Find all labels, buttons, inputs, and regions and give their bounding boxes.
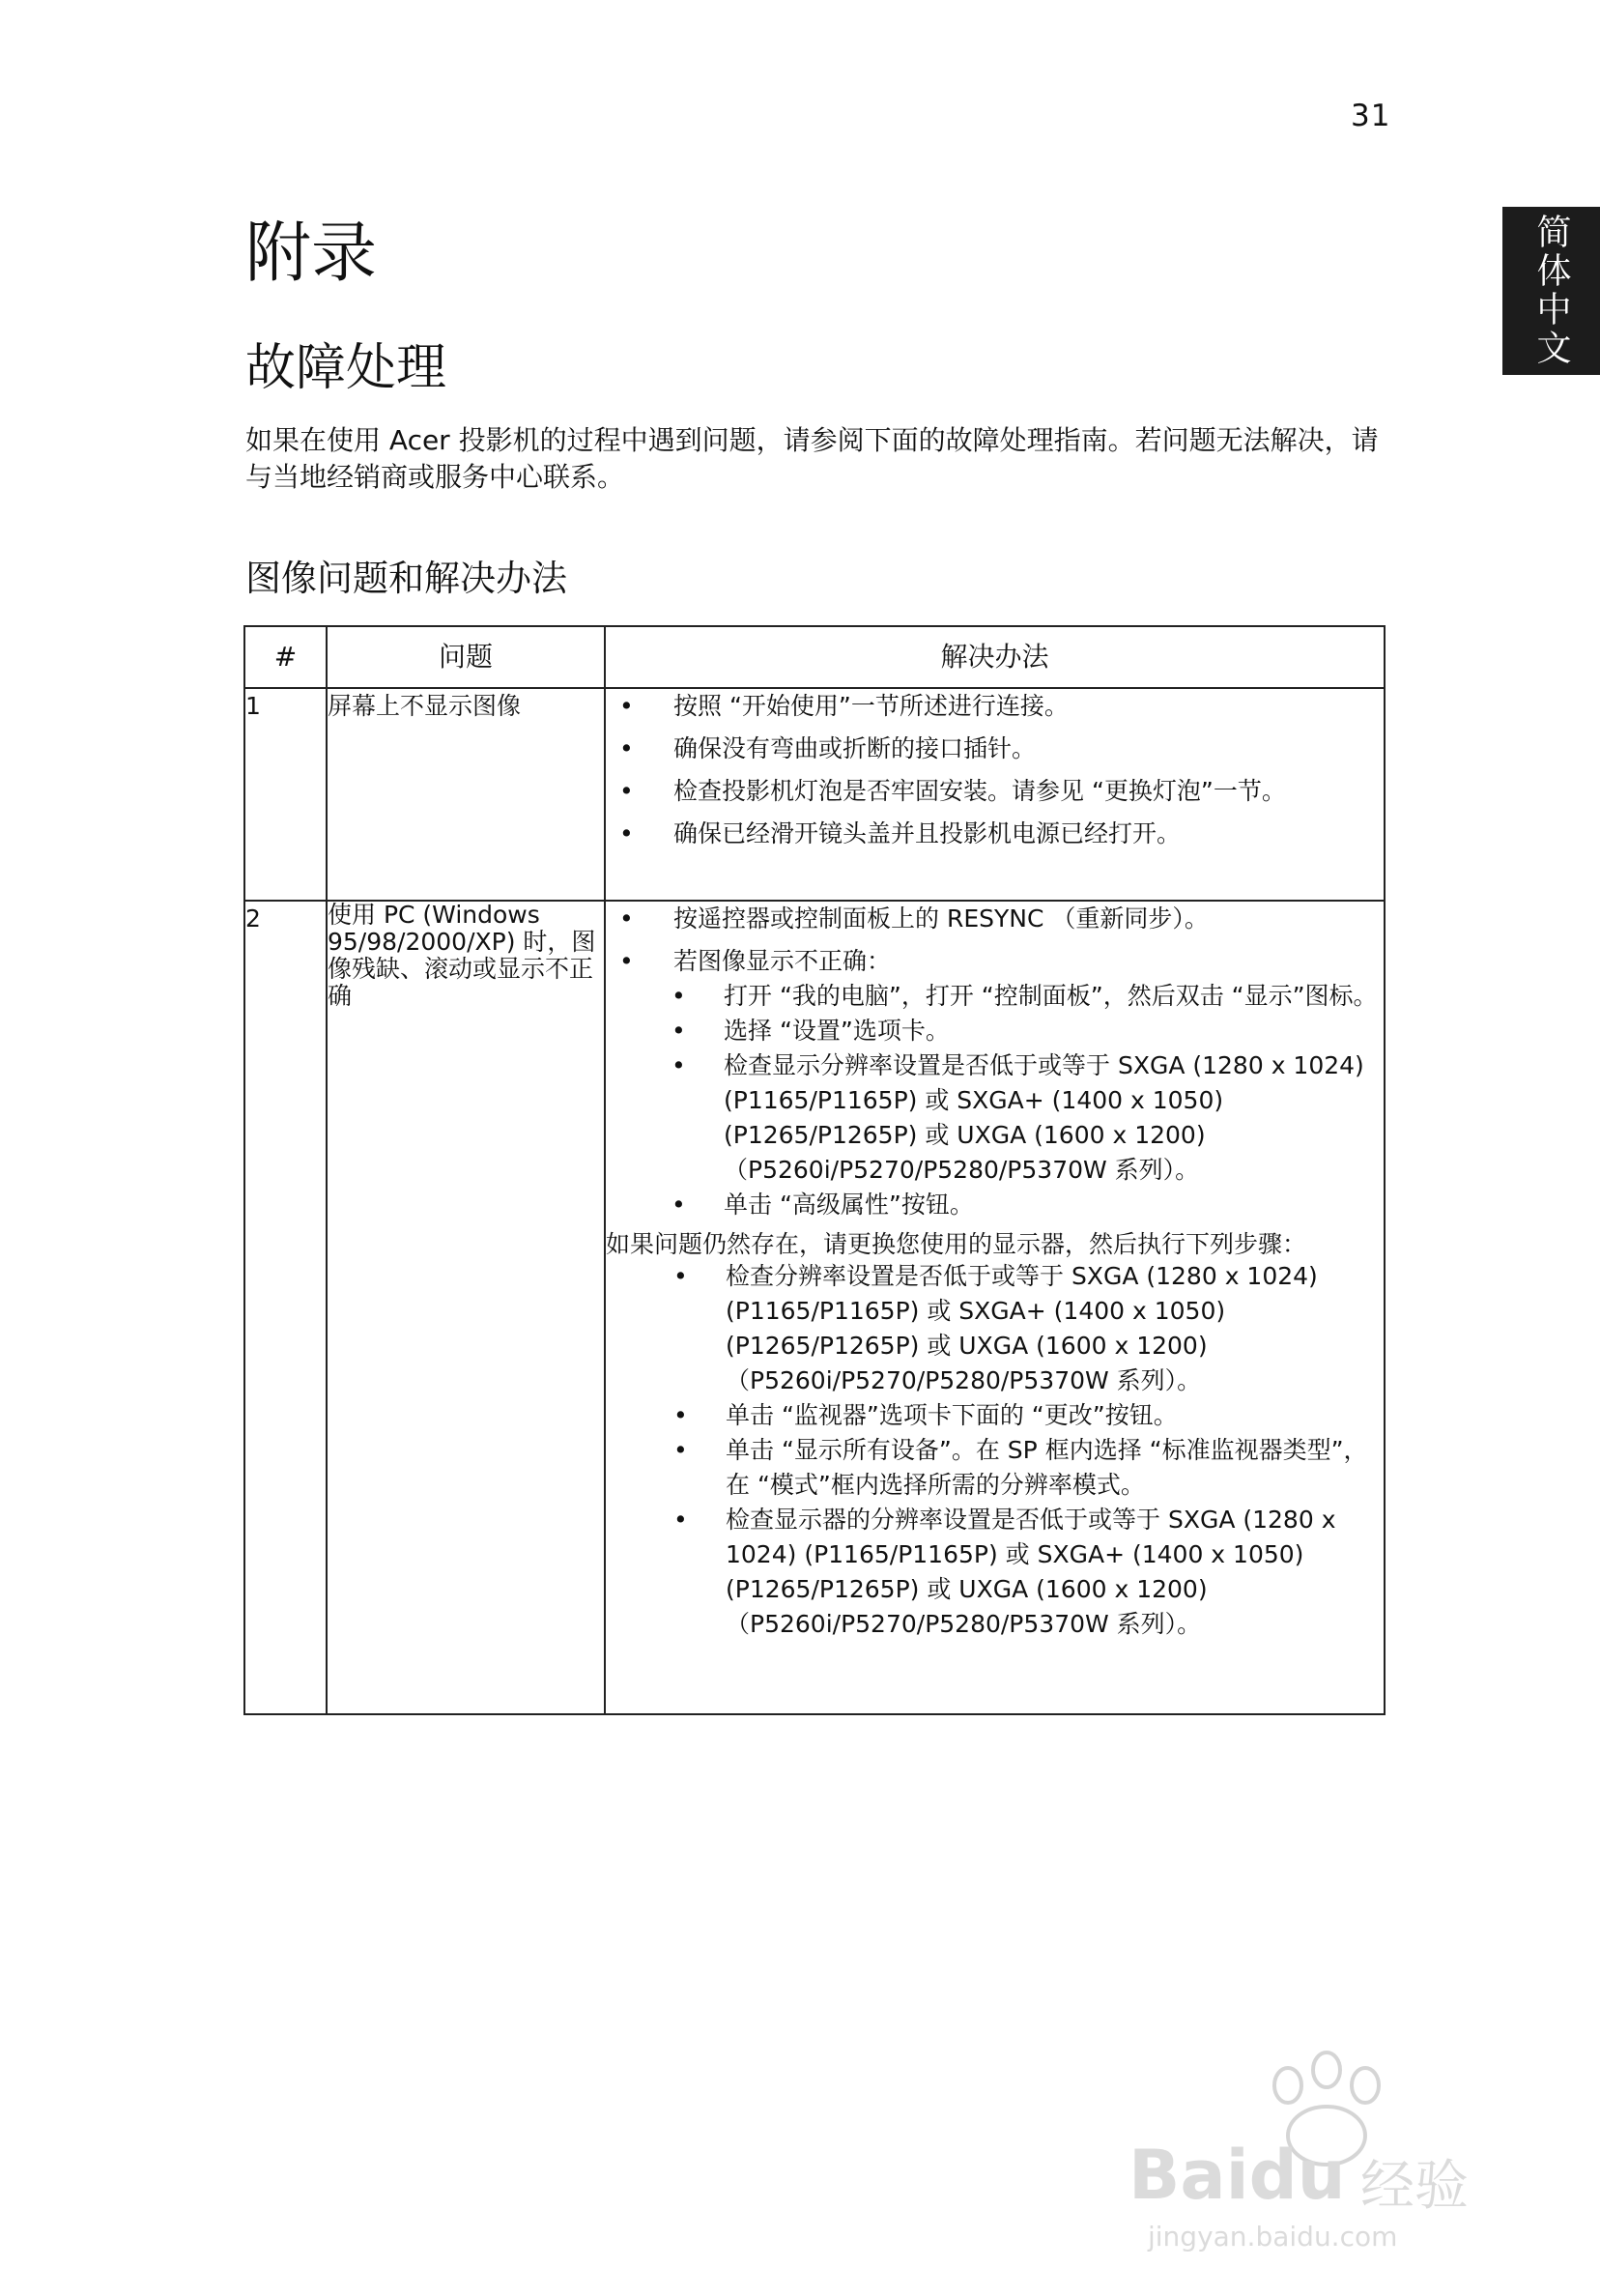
problem-cell: 使用 PC (Windows 95/98/2000/XP) 时，图像残缺、滚动或显示不正确 (327, 901, 605, 1714)
baidu-watermark (1129, 2047, 1515, 2259)
subsection-title: 图像问题和解决办法 (245, 558, 567, 599)
sub-list-item: • 检查显示器的分辨率设置是否低于或等于 SXGA (1280 x 1024) (P1165/P1165P) 或 SXGA+ (1400 x 1050) (P1265/P1265P) 或 UXGA (1600 x 1200) （P5260i/P5270/P5280/P5370W 系列）。 (606, 1503, 1384, 1642)
list-item: • 检查投影机灯泡是否牢固安装。请参见 “更换灯泡”一节。 (606, 774, 1384, 809)
language-tab-label: 简体中文 (1531, 214, 1571, 368)
watermark-url: jingyan.baidu.com (1148, 2221, 1398, 2253)
language-tab (1502, 207, 1600, 375)
sub-list-item: • 打开 “我的电脑”，打开 “控制面板”，然后双击 “显示”图标。 (606, 979, 1384, 1014)
troubleshooting-table (243, 625, 1386, 1715)
sub-list-item: • 选择 “设置”选项卡。 (606, 1014, 1384, 1048)
row-number: 1 (244, 688, 327, 901)
section-title: 故障处理 (245, 339, 447, 397)
problem-cell: 屏幕上不显示图像 (327, 688, 605, 901)
sub-list (673, 979, 1384, 1222)
sub-list-item: • 检查显示分辨率设置是否低于或等于 SXGA (1280 x 1024) (P1165/P1165P) 或 SXGA+ (1400 x 1050) (P1265/P1265P) 或 UXGA (1600 x 1200) （P5260i/P5270/P5280/P5370W 系列）。 (606, 1048, 1384, 1188)
table-row (244, 688, 1385, 901)
page-heading: 附录 (245, 215, 378, 292)
header-num: # (244, 626, 327, 688)
header-problem: 问题 (327, 626, 605, 688)
sub-list-item: • 检查分辨率设置是否低于或等于 SXGA (1280 x 1024) (P1165/P1165P) 或 SXGA+ (1400 x 1050) (P1265/P1265P) 或 UXGA (1600 x 1200) （P5260i/P5270/P5280/P5370W 系列）。 (606, 1259, 1384, 1398)
header-solution: 解决办法 (605, 626, 1385, 688)
table-header-row (244, 626, 1385, 688)
sub-list (606, 1259, 1384, 1642)
solution-cell (605, 901, 1385, 1714)
sub-list-item: • 单击 “显示所有设备”。在 SP 框内选择 “标准监视器类型”，在 “模式”框内选择所需的分辨率模式。 (606, 1433, 1384, 1503)
sub-list-item: • 单击 “高级属性”按钮。 (606, 1188, 1384, 1222)
watermark-brand-cn: 经验 (1360, 2155, 1469, 2218)
watermark-brand-b: du (1248, 2136, 1346, 2215)
solution-cell (605, 688, 1385, 901)
list-item: • 按遥控器或控制面板上的 RESYNC （重新同步）。 (606, 902, 1384, 936)
followup-note: 如果问题仍然存在，请更换您使用的显示器，然后执行下列步骤： (606, 1230, 1307, 1258)
list-item: • 确保已经滑开镜头盖并且投影机电源已经打开。 (606, 817, 1384, 851)
page-number: 31 (1351, 99, 1391, 133)
sub-list-item: • 单击 “监视器”选项卡下面的 “更改”按钮。 (606, 1398, 1384, 1433)
list-item: • 按照 “开始使用”一节所述进行连接。 (606, 689, 1384, 724)
list-item-text: 若图像显示不正确： (673, 947, 892, 975)
intro-paragraph: 如果在使用 Acer 投影机的过程中遇到问题，请参阅下面的故障处理指南。若问题无法解决，请与当地经销商或服务中心联系。 (245, 424, 1379, 493)
row-number: 2 (244, 901, 327, 1714)
table-row (244, 901, 1385, 1714)
list-item (606, 944, 1384, 1222)
watermark-brand-a: Bai (1129, 2136, 1249, 2215)
list-item: • 确保没有弯曲或折断的接口插针。 (606, 732, 1384, 766)
